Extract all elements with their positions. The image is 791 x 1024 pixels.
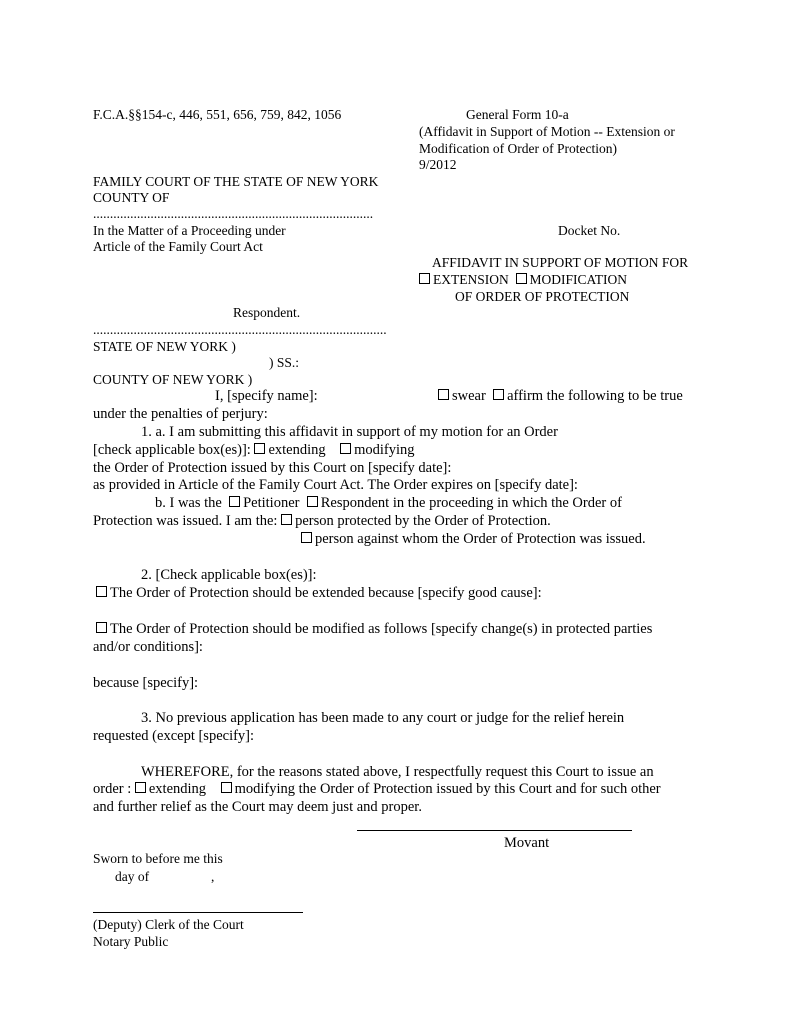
check-applicable-label: [check applicable box(es)]: — [93, 442, 251, 458]
para2-modify-cont: and/or conditions]: — [93, 639, 203, 655]
respondent-in-label: Respondent in the proceeding in which the Order of — [320, 495, 622, 511]
form-description-line2: Modification of Order of Protection) — [419, 141, 617, 156]
wherefore-extending-label: extending — [148, 781, 207, 797]
affirm-label: affirm the following to be true — [507, 388, 683, 404]
person-protected-label: person protected by the Order of Protection. — [295, 513, 551, 529]
para1-iam-line — [93, 514, 551, 529]
petitioner-checkbox[interactable] — [229, 496, 240, 507]
extend-reason-label: The Order of Protection should be extended because [specify good cause]: — [110, 585, 542, 601]
para3-line1: 3. No previous application has been made to any court or judge for the relief herein — [141, 710, 625, 726]
oath-penalties: under the penalties of perjury: — [93, 406, 268, 422]
oath-intro: I, [specify name]: — [215, 388, 318, 404]
respondent-checkbox[interactable] — [307, 496, 318, 507]
person-protected-checkbox[interactable] — [281, 514, 292, 525]
form-description-line1: (Affidavit in Support of Motion -- Extension or — [419, 124, 675, 139]
clerk-signature-line[interactable] — [93, 912, 303, 913]
form-date: 9/2012 — [419, 157, 457, 172]
form-number: General Form 10-a — [466, 107, 569, 122]
extension-label: EXTENSION — [433, 272, 509, 287]
wherefore-line2 — [93, 782, 661, 797]
dotted-separator-1: ................................................................................... — [93, 206, 374, 221]
matter-line2: Article of the Family Court Act — [93, 239, 263, 254]
wherefore-modifying-checkbox[interactable] — [221, 782, 232, 793]
modify-reason-checkbox[interactable] — [96, 622, 107, 633]
modification-label: MODIFICATION — [529, 272, 627, 287]
statute-reference: F.C.A.§§154-c, 446, 551, 656, 759, 842, 1056 — [93, 107, 342, 122]
venue-state: STATE OF NEW YORK ) — [93, 339, 236, 354]
order-label: order : — [93, 781, 132, 797]
para1-issued: the Order of Protection issued by this Court on [specify date]: — [93, 460, 452, 476]
wherefore-line1: WHEREFORE, for the reasons stated above, I respectfully request this Court to issue an — [141, 764, 654, 780]
wherefore-modifying-label: modifying the Order of Protection issued by this Court and for such other — [234, 781, 661, 797]
para1-against-line — [301, 532, 646, 547]
wherefore-line3: and further relief as the Court may deem just and proper. — [93, 799, 422, 815]
para1-check-line — [93, 443, 415, 458]
movant-label: Movant — [504, 835, 550, 851]
affidavit-title-line3: OF ORDER OF PROTECTION — [455, 289, 630, 304]
affirm-checkbox[interactable] — [493, 389, 504, 400]
court-county: COUNTY OF — [93, 190, 170, 205]
modify-reason-label: The Order of Protection should be modified as follows [specify change(s) in protected parties — [110, 621, 653, 637]
notary-label: Notary Public — [93, 934, 169, 949]
modifying-label: modifying — [354, 442, 415, 458]
para2-because: because [specify]: — [93, 675, 199, 691]
swear-checkbox[interactable] — [438, 389, 449, 400]
venue-county: COUNTY OF NEW YORK ) — [93, 372, 253, 387]
extend-reason-checkbox[interactable] — [96, 586, 107, 597]
day-of-comma: , — [211, 869, 215, 884]
sworn-label: Sworn to before me this — [93, 851, 223, 866]
clerk-label: (Deputy) Clerk of the Court — [93, 917, 244, 932]
respondent-label: Respondent. — [233, 305, 301, 320]
para1-a: 1. a. I am submitting this affidavit in support of my motion for an Order — [141, 424, 558, 440]
affidavit-title-options — [419, 273, 627, 287]
dotted-separator-2: ....................................................................................... — [93, 322, 387, 337]
para1-b-line — [155, 496, 622, 511]
modification-checkbox[interactable] — [516, 273, 527, 284]
para2-modify-line — [96, 622, 652, 637]
person-against-checkbox[interactable] — [301, 532, 312, 543]
modifying-checkbox[interactable] — [340, 443, 351, 454]
wherefore-extending-checkbox[interactable] — [135, 782, 146, 793]
docket-number-label: Docket No. — [558, 223, 621, 238]
court-name: FAMILY COURT OF THE STATE OF NEW YORK — [93, 174, 379, 189]
matter-line1: In the Matter of a Proceeding under — [93, 223, 286, 238]
movant-signature-line[interactable] — [357, 830, 632, 831]
para3-line2: requested (except [specify]: — [93, 728, 255, 744]
oath-options — [438, 389, 683, 404]
petitioner-label: Petitioner — [243, 495, 300, 511]
extending-checkbox[interactable] — [254, 443, 265, 454]
extension-checkbox[interactable] — [419, 273, 430, 284]
day-of-label: day of — [115, 869, 150, 884]
para2-extend-line — [96, 586, 542, 601]
affidavit-title-line1: AFFIDAVIT IN SUPPORT OF MOTION FOR — [432, 255, 689, 270]
person-against-label: person against whom the Order of Protection was issued. — [315, 531, 646, 547]
swear-label: swear — [452, 388, 486, 404]
para1-b-prefix: b. I was the — [155, 495, 222, 511]
venue-ss: ) SS.: — [269, 355, 300, 370]
para2-heading: 2. [Check applicable box(es)]: — [141, 567, 317, 583]
para1-provided: as provided in Article of the Family Court Act. The Order expires on [specify date]: — [93, 477, 578, 493]
extending-label: extending — [268, 442, 326, 458]
issued-iam-label: Protection was issued. I am the: — [93, 513, 278, 529]
